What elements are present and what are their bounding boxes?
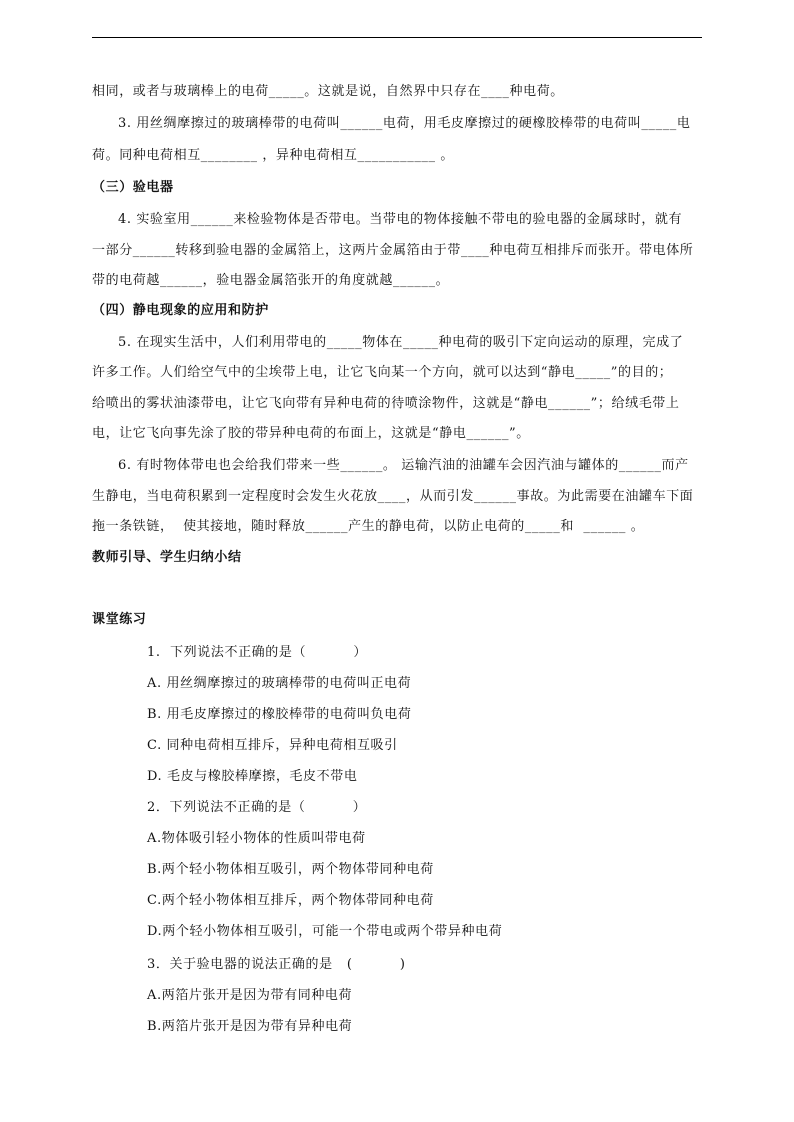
question-option: A.两箔片张开是因为带有同种电荷: [147, 988, 353, 1003]
paragraph-line: 拖一条铁链， 使其接地，随时释放______产生的静电荷，以防止电荷的_____和 ______ 。: [92, 519, 645, 534]
exercise-heading: 课堂练习: [92, 612, 147, 627]
question-option: C. 同种电荷相互排斥，异种电荷相互吸引: [147, 738, 398, 753]
paragraph-line: 生静电，当电荷积累到一定程度时会发生火花放____，从而引发______事故。为此需要在油罐车下面: [92, 489, 694, 504]
question-option: D. 毛皮与橡胶棒摩擦，毛皮不带电: [147, 769, 358, 784]
paragraph-line: 6. 有时物体带电也会给我们带来一些______。 运输汽油的油罐车会因汽油与罐体的______而产: [118, 458, 689, 473]
question-option: B.两个轻小物体相互吸引，两个物体带同种电荷: [147, 862, 434, 877]
summary-heading: 教师引导、学生归纳小结: [92, 550, 242, 565]
question-option: A.物体吸引轻小物体的性质叫带电荷: [147, 831, 366, 846]
question-option: A. 用丝绸摩擦过的玻璃棒带的电荷叫正电荷: [147, 676, 412, 691]
paragraph-line: 给喷出的雾状油漆带电，让它飞向带有异种电荷的待喷涂物件，这就是“静电______”；给绒毛带上: [92, 396, 680, 411]
question-stem: 3．关于验电器的说法正确的是 ( ): [147, 957, 406, 972]
paragraph-line: 许多工作。人们给空气中的尘埃带上电，让它飞向某一个方向，就可以达到“静电_____”的目的；: [92, 365, 673, 380]
paragraph-line: 荷。同种电荷相互________ ，异种电荷相互___________ 。: [92, 148, 454, 163]
paragraph-line: 相同，或者与玻璃棒上的电荷_____。这就是说，自然界中只存在____种电荷。: [92, 84, 564, 99]
paragraph-line: 一部分______转移到验电器的金属箔上，这两片金属箔由于带____种电荷互相排斥而张开。带电体所: [92, 243, 694, 258]
question-option: B.两箔片张开是因为带有异种电荷: [147, 1019, 353, 1034]
section-heading: （四）静电现象的应用和防护: [92, 303, 269, 318]
paragraph-line: 3. 用丝绸摩擦过的玻璃棒带的电荷叫______电荷，用毛皮摩擦过的硬橡胶棒带的电荷叫_____电: [118, 116, 691, 131]
question-stem: 1. 下列说法不正确的是（ ）: [147, 645, 367, 660]
question-stem: 2．下列说法不正确的是（ ）: [147, 800, 367, 815]
section-heading: （三）验电器: [92, 180, 174, 195]
paragraph-line: 5. 在现实生活中，人们利用带电的_____物体在_____种电荷的吸引下定向运动的原理，完成了: [118, 335, 684, 350]
question-option: C.两个轻小物体相互排斥，两个物体带同种电荷: [147, 893, 434, 908]
question-option: D.两个轻小物体相互吸引，可能一个带电或两个带异种电荷: [147, 924, 503, 939]
question-option: B. 用毛皮摩擦过的橡胶棒带的电荷叫负电荷: [147, 707, 412, 722]
paragraph-line: 4. 实验室用______来检验物体是否带电。当带电的物体接触不带电的验电器的金属球时，就有: [118, 212, 683, 227]
header-rule: [92, 37, 702, 38]
paragraph-line: 电，让它飞向事先涂了胶的带异种电荷的布面上，这就是“静电______”。: [92, 426, 530, 441]
paragraph-line: 带的电荷越______，验电器金属箔张开的角度就越______。: [92, 273, 450, 288]
